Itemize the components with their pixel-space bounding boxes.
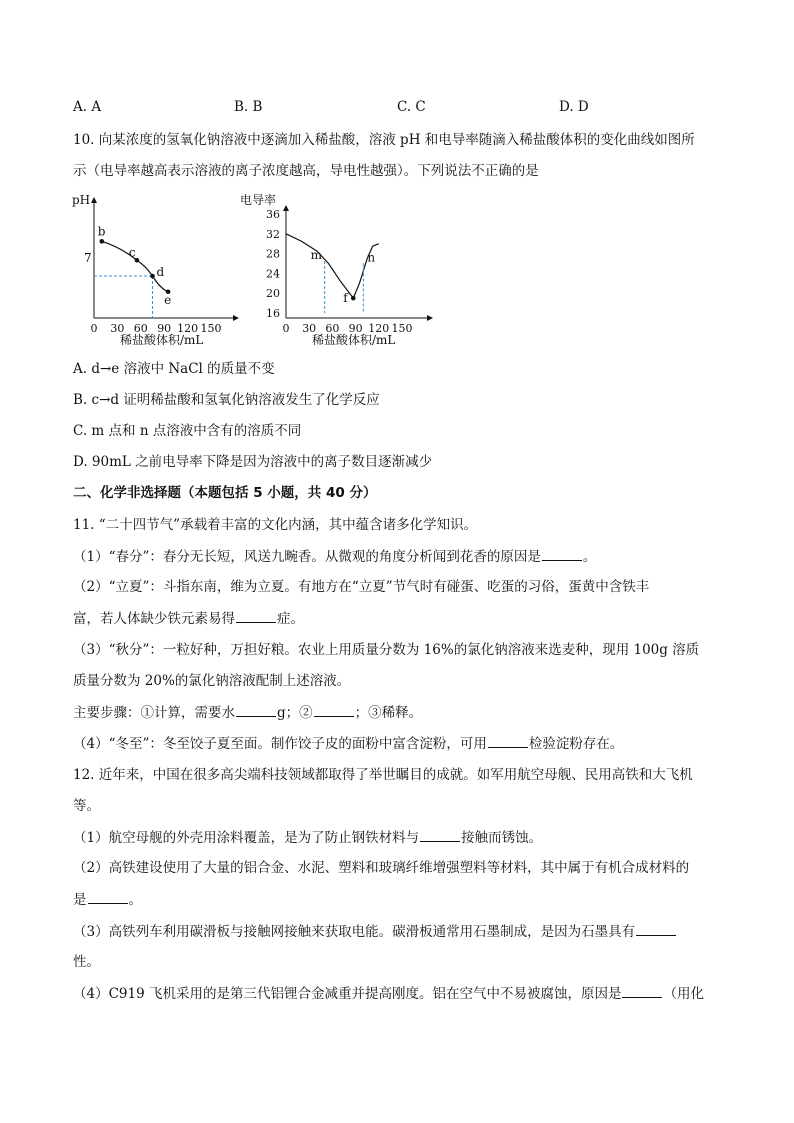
ph-point-label-e: e: [164, 292, 172, 307]
q12-part2a: （2）高铁建设使用了大量的铝合金、水泥、塑料和玻璃纤维增强塑料等材料，其中属于有机合成材料的: [73, 860, 690, 876]
q12-part3a: （3）高铁列车利用碳滑板与接触网接触来获取电能。碳滑板通常用石墨制成，是因为石墨具有: [73, 922, 677, 941]
cond-xtick-label: 0: [282, 322, 290, 335]
cond-ytick-label: 16: [266, 307, 280, 320]
cond-xtick-label: 30: [302, 322, 317, 335]
q10-choice-c: C. m 点和 n 点溶液中含有的溶质不同: [73, 423, 302, 439]
ph-xtick-label: 120: [177, 322, 199, 335]
blank: [636, 922, 676, 936]
ph-point-label-c: c: [128, 245, 136, 260]
cond-ytick-label: 20: [266, 287, 280, 301]
cond-point-label-n: n: [367, 250, 376, 265]
q10-line1: 10. 向某浓度的氢氧化钠溶液中逐滴加入稀盐酸，溶液 pH 和电导率随滴入稀盐酸体积的变化曲线如图所: [73, 132, 695, 148]
q12-intro1: 12. 近年来，中国在很多高尖端科技领域都取得了举世瞩目的成就。如军用航空母舰、民用高铁和大飞机: [73, 767, 693, 783]
blank: [314, 703, 354, 717]
ph-xlabel: 稀盐酸体积/mL: [120, 333, 204, 347]
cond-xtick-label: 120: [368, 322, 390, 335]
ph-xtick-label: 30: [110, 322, 125, 335]
cond-point-label-f: f: [343, 291, 348, 306]
option-a: A. A: [73, 99, 102, 115]
ph-point-label-b: b: [97, 224, 106, 239]
q11-part4: （4）“冬至”：冬至饺子夏至面。制作饺子皮的面粉中富含淀粉，可用 检验淀粉存在。: [73, 736, 624, 752]
q10-line2: 示（电导率越高表示溶液的离子浓度越高，导电性越强）。下列说法不正确的是: [73, 163, 539, 179]
option-d: D. D: [559, 99, 589, 115]
ph-xtick-label: 90: [157, 322, 172, 335]
ph-xtick-label: 150: [200, 322, 222, 335]
cond-xtick-label: 150: [391, 322, 413, 335]
option-c: C. C: [397, 99, 426, 115]
ph-chart: [70, 188, 250, 350]
cond-ylabel: 电导率: [240, 193, 277, 207]
cond-xlabel: 稀盐酸体积/mL: [312, 333, 396, 347]
ph-ylabel: pH: [72, 193, 91, 207]
blank: [542, 547, 582, 561]
q12-part4: （4）C919 飞机采用的是第三代铝锂合金减重并提高刚度。铝在空气中不易被腐蚀，原因是 （用化: [73, 986, 704, 1002]
q12-part1: （1）航空母舰的外壳用涂料覆盖，是为了防止钢铁材料与 接触而锈蚀。: [73, 830, 543, 846]
q11-part3b: 质量分数为 20%的氯化钠溶液配制上述溶液。: [73, 673, 351, 689]
q11-part2a: （2）“立夏”：斗指东南，维为立夏。有地方在“立夏”节气时有碰蛋、吃蛋的习俗，蛋黄中含铁丰: [73, 579, 650, 595]
blank: [88, 890, 128, 904]
cond-ytick-label: 36: [266, 208, 280, 221]
blank: [236, 609, 276, 623]
q11-part3c: 主要步骤：①计算，需要水 g；② ；③稀释。: [73, 705, 423, 721]
ph-ytick-7: 7: [84, 251, 92, 265]
blank: [488, 734, 528, 748]
cond-point-label-m: m: [310, 248, 323, 263]
q11-part3a: （3）“秋分”：一粒好种，万担好粮。农业上用质量分数为 16%的氯化钠溶液来选麦种，现用 100g 溶质: [73, 642, 700, 658]
blank: [420, 828, 460, 842]
blank: [236, 703, 276, 717]
q12-intro2: 等。: [73, 798, 100, 814]
cond-curve: [286, 234, 379, 298]
q11-intro: 11. “二十四节气”承载着丰富的文化内涵，其中蕴含诸多化学知识。: [73, 517, 478, 533]
q10-choice-a: A. d→e 溶液中 NaCl 的质量不变: [73, 361, 275, 377]
cond-ytick-label: 28: [266, 247, 280, 261]
cond-xtick-label: 90: [348, 322, 363, 335]
section2-title: 二、化学非选择题（本题包括 5 小题，共 40 分）: [73, 485, 377, 501]
cond-ytick-label: 24: [266, 267, 280, 281]
q12-part3b: 性。: [73, 954, 100, 970]
conductivity-chart: [236, 188, 441, 350]
q10-choice-b: B. c→d 证明稀盐酸和氢氧化钠溶液发生了化学反应: [73, 392, 380, 408]
ph-xtick-label: 0: [90, 322, 98, 335]
ph-point-label-d: d: [156, 265, 165, 279]
cond-ytick-label: 32: [266, 227, 280, 241]
ph-xtick-label: 60: [133, 322, 148, 335]
q10-choice-d: D. 90mL 之前电导率下降是因为溶液中的离子数目逐渐减少: [73, 454, 433, 470]
option-b: B. B: [234, 99, 263, 115]
ph-point-d: [150, 274, 155, 279]
cond-point-f: [351, 296, 356, 301]
q11-part2b: 富，若人体缺少铁元素易得 症。: [73, 611, 304, 627]
q12-part2b: 是 。: [73, 892, 142, 908]
blank: [622, 984, 662, 998]
cond-xtick-label: 60: [325, 322, 340, 335]
ph-point-b: [100, 239, 105, 244]
q11-part1: （1）“春分”：春分无长短，风送九畹香。从微观的角度分析闻到花香的原因是 。: [73, 549, 597, 565]
